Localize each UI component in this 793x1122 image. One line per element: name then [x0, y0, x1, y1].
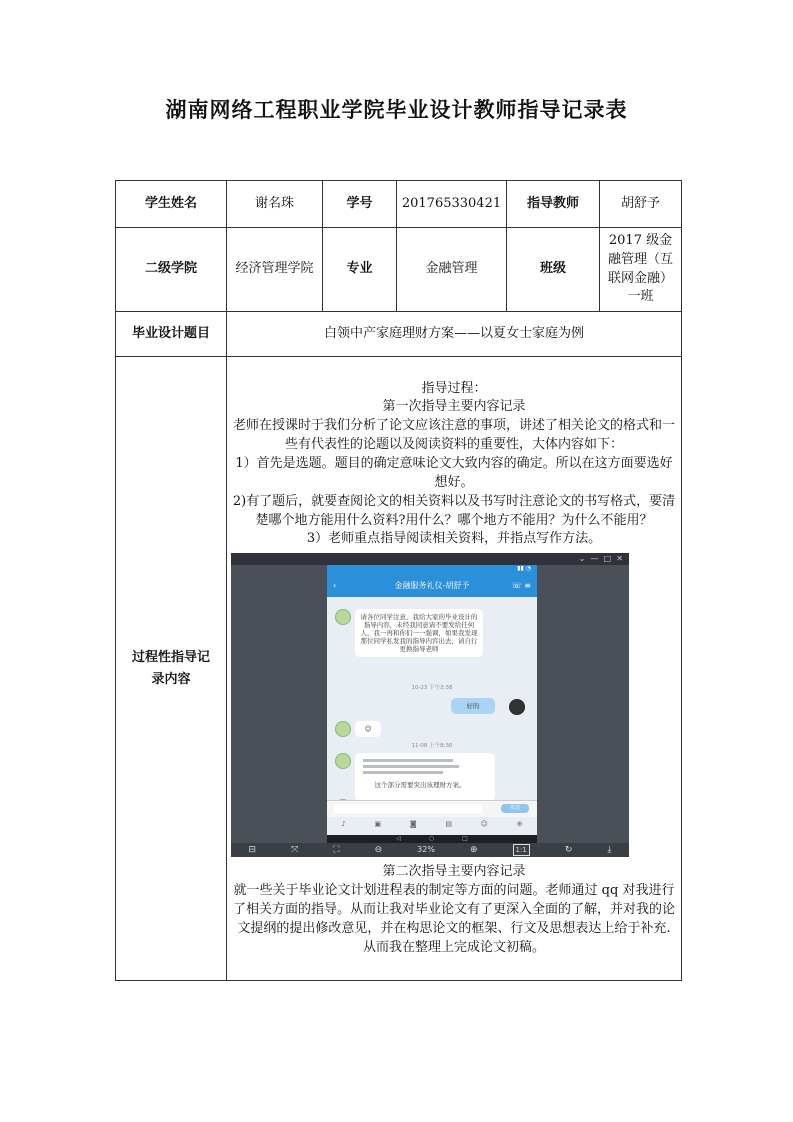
- status-bar: ▮▮ ◔: [327, 565, 537, 575]
- image-preview: [363, 759, 453, 762]
- image-icon[interactable]: ▣: [374, 820, 382, 829]
- chat-screenshot: [231, 553, 629, 857]
- avatar: [335, 753, 351, 769]
- chat-message: [355, 721, 381, 737]
- student-name-label: 学生姓名: [116, 181, 227, 228]
- chat-message-text: 请各位同学注意，我给大家的毕业设计的指导内容，未经我同意请不要发给任何人，我一再和你们一一强调，如果我发现那位同学私发我的指导内容出去，请自行更换指导老师: [360, 613, 478, 654]
- phone-screen: [327, 565, 537, 835]
- window-titlebar: [231, 553, 629, 565]
- chat-input-bar[interactable]: [327, 800, 537, 817]
- college-name: 经济管理学院: [227, 228, 323, 312]
- first-session-intro: 老师在授课时于我们分析了论文应该注意的事项，讲述了相关论文的格式和一些有代表性的论题以及阅读资料的重要性，大体内容如下：: [232, 418, 675, 453]
- window-controls-icon: ⌄ — □ ✕: [578, 554, 623, 564]
- chat-message: [355, 609, 483, 657]
- first-session-point-1: 1）首先是选题。题目的确定意味论文大致内容的确定。所以在这方面要选好想好。: [235, 455, 673, 490]
- major-label: 专业: [323, 228, 397, 312]
- topic-label: 毕业设计题目: [116, 312, 227, 357]
- chat-message: [355, 753, 495, 801]
- chat-message-text: 这个部分需要突出该理财方案。: [374, 781, 466, 790]
- chat-toolbar: [327, 819, 537, 831]
- document-title: 湖南网络工程职业学院毕业设计教师指导记录表: [165, 97, 628, 122]
- class-label: 班级: [507, 228, 600, 312]
- record-label-text: 过程性指导记录内容: [131, 649, 210, 687]
- actual-size-button[interactable]: 1:1: [513, 844, 530, 856]
- first-session-point-2: 2)有了题后，就要查阅论文的相关资料以及书写时注意论文的书写格式，要清楚哪个地方能用什么资料?用什么？哪个地方不能用？为什么不能用？: [232, 493, 676, 528]
- message-timestamp: 11-08 上午8:30: [411, 743, 453, 750]
- college-label: 二级学院: [116, 228, 227, 312]
- rotate-icon[interactable]: ↻: [564, 844, 573, 855]
- record-label: [116, 357, 227, 981]
- zoom-level: 32%: [417, 845, 435, 855]
- fit-icon[interactable]: ⤧: [291, 844, 299, 855]
- viewer-toolbar: [231, 843, 629, 857]
- reply-text: 好的: [466, 702, 480, 711]
- second-session-body: 就一些关于毕业论文计划进程表的制定等方面的问题。老师通过 qq 对我进行了相关方面的指导。从而让我对毕业论文有了更深入全面的了解，并对我的论文提纲的提出修改意见，并在构思论文的框架、行文及思想表达上给于补充.从而我在整理上完成论文初稿。: [232, 883, 675, 955]
- mic-icon[interactable]: ♪: [341, 820, 346, 829]
- chat-message: [451, 698, 495, 714]
- zoom-out-icon[interactable]: ⊖: [374, 844, 383, 855]
- first-session-heading: 第一次指导主要内容记录: [382, 399, 526, 415]
- download-icon[interactable]: ⤓: [607, 844, 612, 855]
- message-input[interactable]: [333, 804, 483, 813]
- table-row: [116, 228, 682, 312]
- table-row: [116, 312, 682, 357]
- record-content: [227, 357, 682, 981]
- student-name: 谢名珠: [227, 181, 323, 228]
- chat-title: 金融服务礼仪-胡舒予: [394, 581, 470, 591]
- menu-icon: ☏ ≡: [511, 581, 531, 591]
- plus-icon[interactable]: ⊕: [516, 820, 523, 829]
- guidance-heading: 指导过程：: [421, 380, 487, 396]
- topic-title: 白领中产家庭理财方案——以夏女士家庭为例: [227, 312, 682, 357]
- image-preview: [363, 765, 459, 768]
- send-button[interactable]: 发送: [501, 804, 529, 813]
- layout-icon[interactable]: ⊟: [248, 844, 257, 855]
- student-id-label: 学号: [323, 181, 397, 228]
- zoom-in-icon[interactable]: ⊕: [469, 844, 478, 855]
- teacher-name: 胡舒予: [600, 181, 682, 228]
- avatar: [335, 721, 351, 737]
- recent-nav-icon[interactable]: □: [462, 835, 468, 843]
- back-nav-icon[interactable]: ◁: [396, 835, 401, 843]
- first-session-point-3: 3）老师重点指导阅读相关资料，并指点写作方法。: [306, 531, 602, 547]
- teacher-label: 指导教师: [507, 181, 600, 228]
- class-name: 2017 级金融管理（互联网金融）一班: [600, 228, 682, 312]
- avatar: [509, 699, 525, 715]
- major-name: 金融管理: [397, 228, 507, 312]
- back-icon: ‹: [333, 581, 337, 591]
- emoji-icon[interactable]: ☺: [480, 820, 488, 829]
- avatar: [335, 609, 351, 625]
- system-nav-bar: [327, 835, 537, 843]
- message-timestamp: 10-23 下午2:38: [411, 685, 453, 692]
- fullscreen-icon[interactable]: ⛶: [333, 844, 340, 855]
- file-icon[interactable]: ▤: [445, 820, 452, 829]
- image-preview: [363, 771, 443, 774]
- record-table: [115, 180, 682, 981]
- table-row: [116, 181, 682, 228]
- chat-header: [327, 575, 537, 597]
- second-session-heading: 第二次指导主要内容记录: [382, 864, 526, 880]
- camera-icon[interactable]: ◙: [409, 820, 417, 829]
- home-nav-icon[interactable]: ○: [428, 835, 435, 843]
- student-id: 201765330421: [397, 181, 507, 228]
- table-row: [116, 357, 682, 981]
- sticker-icon: ☺: [364, 725, 372, 734]
